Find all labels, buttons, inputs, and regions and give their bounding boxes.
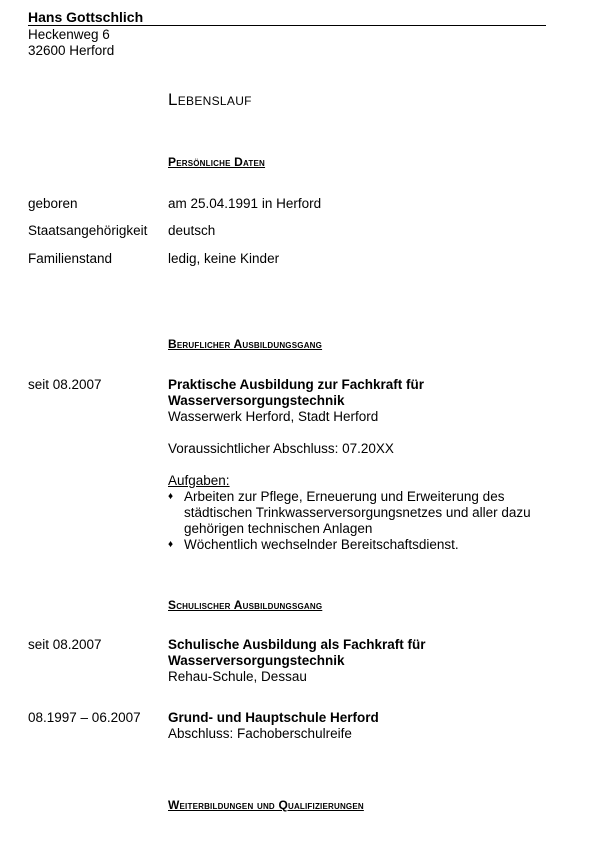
- applicant-address: [28, 27, 114, 59]
- school-entry-1: [168, 637, 548, 685]
- header-divider: [28, 25, 546, 26]
- section-heading-career: Beruflicher Ausbildungsgang: [168, 337, 323, 351]
- career-expected-completion: Voraussichtlicher Abschluss: 07.20XX: [168, 441, 394, 456]
- document-title: Lebenslauf: [168, 90, 252, 109]
- school-entry-2-date: 08.1997 – 06.2007: [28, 710, 141, 725]
- label-nationality: Staatsangehörigkeit: [28, 223, 148, 238]
- career-employer: Wasserwerk Herford, Stadt Herford: [168, 409, 379, 424]
- career-entry: [168, 377, 548, 425]
- career-tasks: [168, 473, 548, 553]
- school-entry-2-title: Grund- und Hauptschule Herford: [168, 710, 379, 725]
- value-marital-status: ledig, keine Kinder: [168, 251, 280, 266]
- school-entry-2-detail: Abschluss: Fachoberschulreife: [168, 726, 352, 741]
- task-item: [168, 489, 548, 537]
- section-heading-personal: Persönliche Daten: [168, 155, 266, 169]
- school-entry-2: [168, 710, 548, 742]
- section-heading-further-education: Weiterbildungen und Qualifizierungen: [168, 798, 364, 812]
- diamond-bullet-icon: ♦: [168, 539, 174, 550]
- tasks-label: Aufgaben:: [168, 473, 230, 488]
- school-entry-1-detail: Rehau-Schule, Dessau: [168, 669, 307, 684]
- task-item: [168, 537, 548, 553]
- section-heading-school: Schulischer Ausbildungsgang: [168, 598, 323, 612]
- label-birth: geboren: [28, 196, 78, 211]
- diamond-bullet-icon: ♦: [168, 491, 174, 502]
- school-entry-1-date: seit 08.2007: [28, 637, 102, 652]
- task-text: Wöchentlich wechselnder Bereitschaftsdienst.: [184, 537, 459, 552]
- career-position-line1: Praktische Ausbildung zur Fachkraft für: [168, 377, 425, 392]
- value-nationality: deutsch: [168, 223, 216, 238]
- address-street: Heckenweg 6: [28, 27, 110, 42]
- value-birth: am 25.04.1991 in Herford: [168, 196, 322, 211]
- career-date: seit 08.2007: [28, 377, 102, 392]
- applicant-name: Hans Gottschlich: [28, 9, 144, 25]
- school-entry-1-title-line2: Wasserversorgungstechnik: [168, 653, 345, 668]
- tasks-list: [168, 489, 548, 553]
- label-marital-status: Familienstand: [28, 251, 113, 266]
- address-city: 32600 Herford: [28, 43, 115, 58]
- career-position-line2: Wasserversorgungstechnik: [168, 393, 345, 408]
- school-entry-1-title-line1: Schulische Ausbildung als Fachkraft für: [168, 637, 426, 652]
- task-text: Arbeiten zur Pflege, Erneuerung und Erweiterung des städtischen Trinkwasserversorgungsnetzes und aller dazu gehörigen technischen Anlagen: [184, 489, 531, 536]
